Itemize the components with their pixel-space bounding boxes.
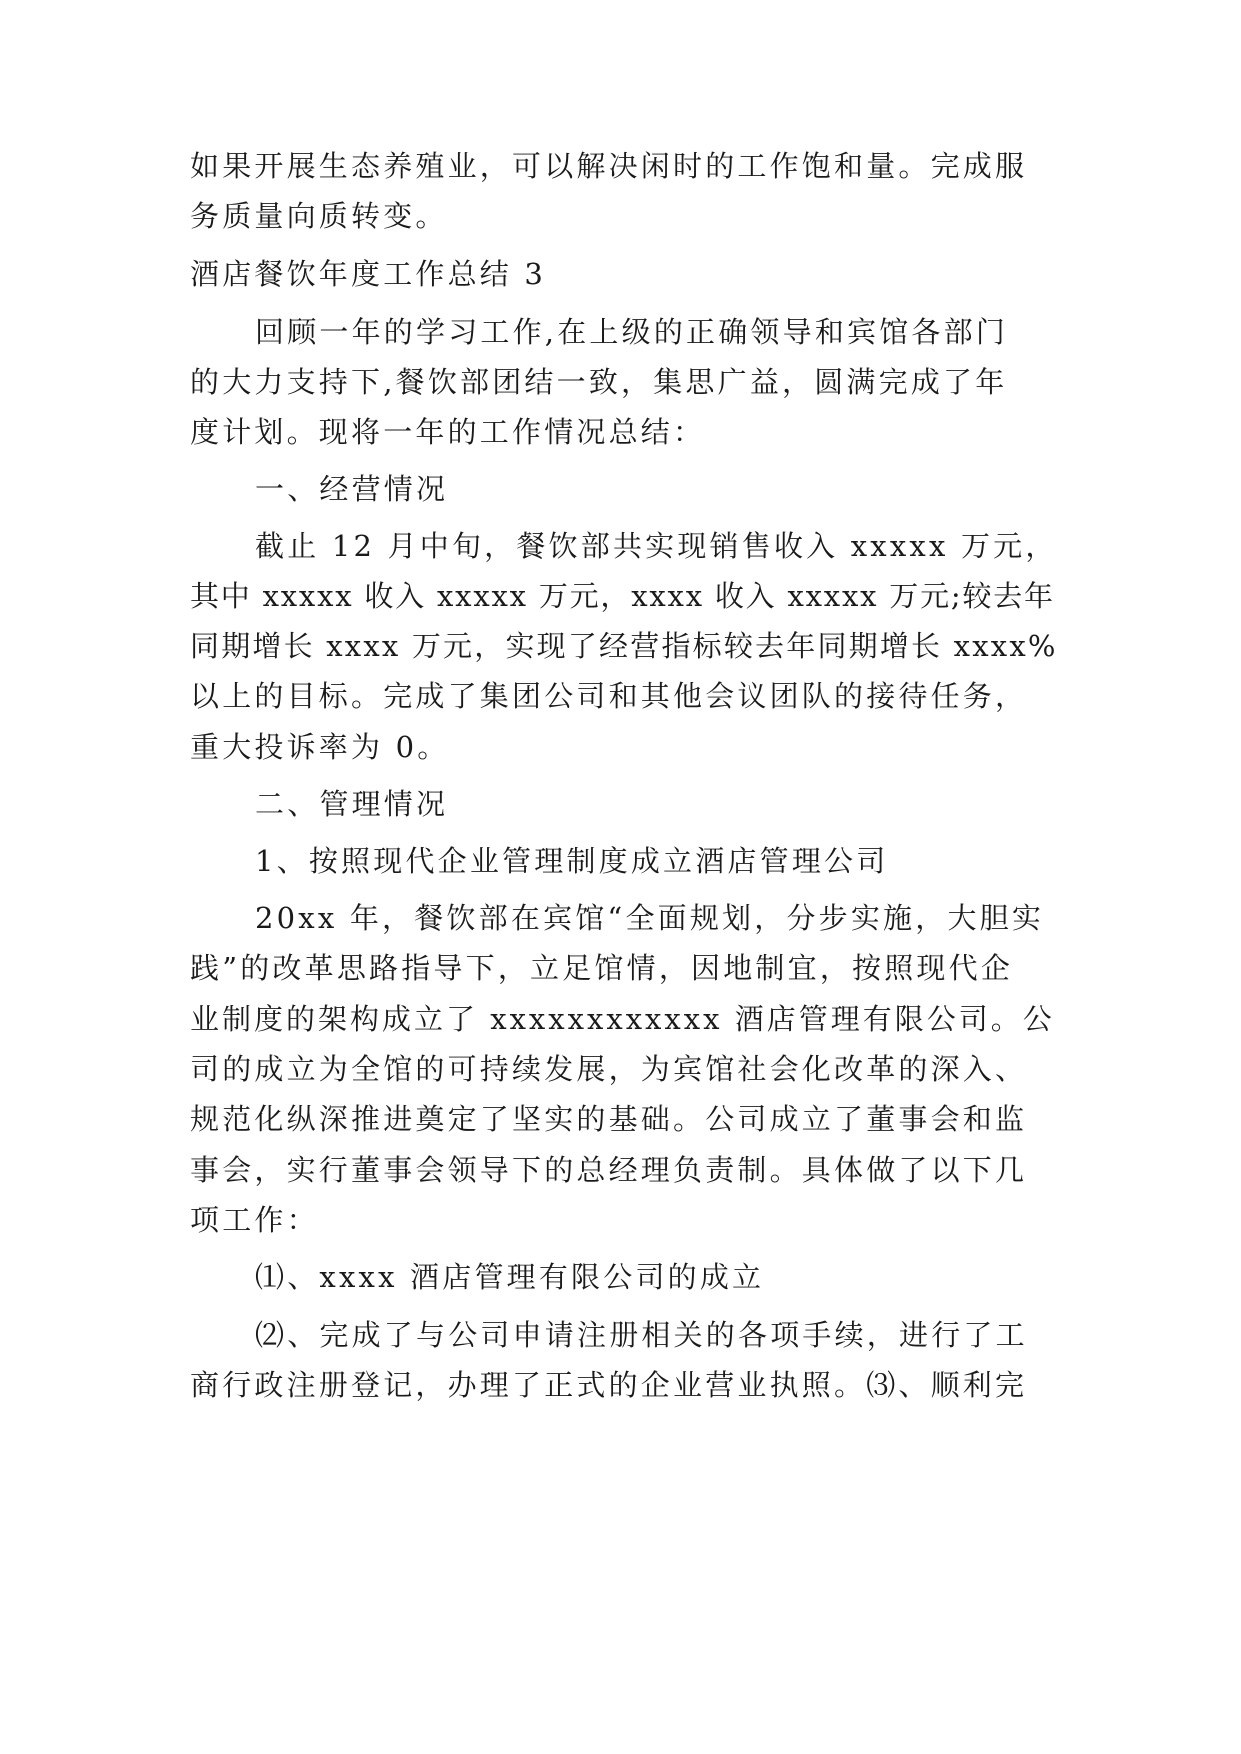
body-text-line: 项工作： bbox=[190, 1203, 319, 1237]
list-item: ⑵、完成了与公司申请注册相关的各项手续，进行了工 bbox=[255, 1318, 1028, 1352]
body-text-line: 以上的目标。完成了集团公司和其他会议团队的接待任务， bbox=[190, 679, 1028, 713]
body-text-line: 的大力支持下,餐饮部团结一致，集思广益，圆满完成了年 bbox=[190, 365, 1008, 399]
body-text-line: 规范化纵深推进奠定了坚实的基础。公司成立了董事会和监 bbox=[190, 1102, 1028, 1136]
body-text-line: 度计划。现将一年的工作情况总结： bbox=[190, 415, 706, 449]
list-item-heading: 1、按照现代企业管理制度成立酒店管理公司 bbox=[255, 844, 889, 878]
subsection-heading: 一、经营情况 bbox=[255, 472, 449, 506]
body-text-line: 司的成立为全馆的可持续发展，为宾馆社会化改革的深入、 bbox=[190, 1052, 1028, 1086]
body-text-line: 业制度的架构成立了 xxxxxxxxxxxx 酒店管理有限公司。公 bbox=[190, 1002, 1055, 1036]
body-text-line: 截止 12 月中旬，餐饮部共实现销售收入 xxxxx 万元， bbox=[255, 529, 1058, 563]
body-text-line: 其中 xxxxx 收入 xxxxx 万元，xxxx 收入 xxxxx 万元;较去年 bbox=[190, 579, 1055, 613]
body-text-line: 商行政注册登记，办理了正式的企业营业执照。⑶、顺利完 bbox=[190, 1368, 1028, 1402]
body-text-line: 如果开展生态养殖业，可以解决闲时的工作饱和量。完成服 bbox=[190, 149, 1028, 183]
body-text-line: 事会，实行董事会领导下的总经理负责制。具体做了以下几 bbox=[190, 1153, 1028, 1187]
body-text-line: 重大投诉率为 0。 bbox=[190, 730, 450, 764]
list-item: ⑴、xxxx 酒店管理有限公司的成立 bbox=[255, 1260, 765, 1294]
section-heading: 酒店餐饮年度工作总结 3 bbox=[190, 257, 547, 291]
subsection-heading: 二、管理情况 bbox=[255, 787, 449, 821]
body-text-line: 20xx 年，餐饮部在宾馆“全面规划，分步实施，大胆实 bbox=[255, 901, 1045, 935]
body-text-line: 务质量向质转变。 bbox=[190, 199, 448, 233]
body-text-line: 践”的改革思路指导下，立足馆情，因地制宜，按照现代企 bbox=[190, 951, 1014, 985]
body-text-line: 同期增长 xxxx 万元，实现了经营指标较去年同期增长 xxxx% bbox=[190, 629, 1058, 663]
body-text-line: 回顾一年的学习工作,在上级的正确领导和宾馆各部门 bbox=[255, 315, 1009, 349]
